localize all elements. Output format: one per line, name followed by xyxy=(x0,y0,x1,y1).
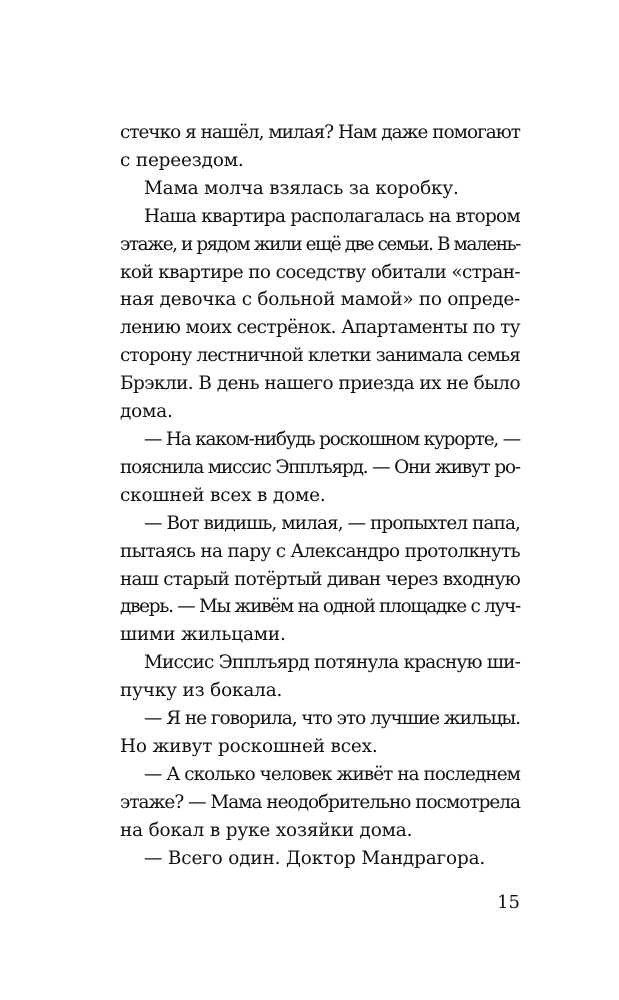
text-line: Брэкли. В день нашего приезда их не было xyxy=(120,373,520,395)
text-line: шими жильцами. xyxy=(120,624,286,646)
text-line: наш старый потёртый диван через входную xyxy=(120,568,520,590)
text-line: стечко я нашёл, милая? Нам даже помогают xyxy=(120,122,520,143)
text-line: Мама молча взялась за коробку. xyxy=(144,177,459,199)
text-line: — Всего один. Доктор Мандрагора. xyxy=(144,847,486,869)
text-line: дверь. — Мы живём на одной площадке с луч- xyxy=(120,596,520,618)
text-line: этаже, и рядом жили ещё две семьи. В малень- xyxy=(120,233,520,255)
text-line: пучку из бокала. xyxy=(120,680,283,702)
text-line: — Я не говорила, что это лучшие жильцы. xyxy=(144,708,520,730)
text-line: — На каком-нибудь роскошном курорте, — xyxy=(144,428,520,450)
text-line: с переездом. xyxy=(120,149,244,171)
page-number: 15 xyxy=(497,892,520,913)
text-line: Наша квартира располагалась на втором xyxy=(144,205,520,227)
text-line: — А сколько человек живёт на последнем xyxy=(144,763,520,785)
text-line: Но живут роскошней всех. xyxy=(120,735,378,757)
text-line: пояснила миссис Эпплъярд. — Они живут ро- xyxy=(120,456,520,478)
text-line: кой квартире по соседству обитали «стран- xyxy=(120,261,520,283)
text-line: пытаясь на пару с Александро протолкнуть xyxy=(120,540,520,562)
text-line: — Вот видишь, милая, — пропыхтел папа, xyxy=(144,512,520,534)
text-line: скошней всех в доме. xyxy=(120,484,326,506)
text-line: на бокал в руке хозяйки дома. xyxy=(120,819,413,841)
text-line: сторону лестничной клетки занимала семья xyxy=(120,345,520,367)
text-line: дома. xyxy=(120,401,173,423)
body-text xyxy=(120,119,520,872)
text-line: Миссис Эпплъярд потянула красную ши- xyxy=(144,652,520,674)
text-line: этаже? — Мама неодобрительно посмотрела xyxy=(120,791,520,813)
text-line: лению моих сестрёнок. Апартаменты по ту xyxy=(120,317,520,339)
text-line: ная девочка с больной мамой» по опреде- xyxy=(120,289,520,311)
